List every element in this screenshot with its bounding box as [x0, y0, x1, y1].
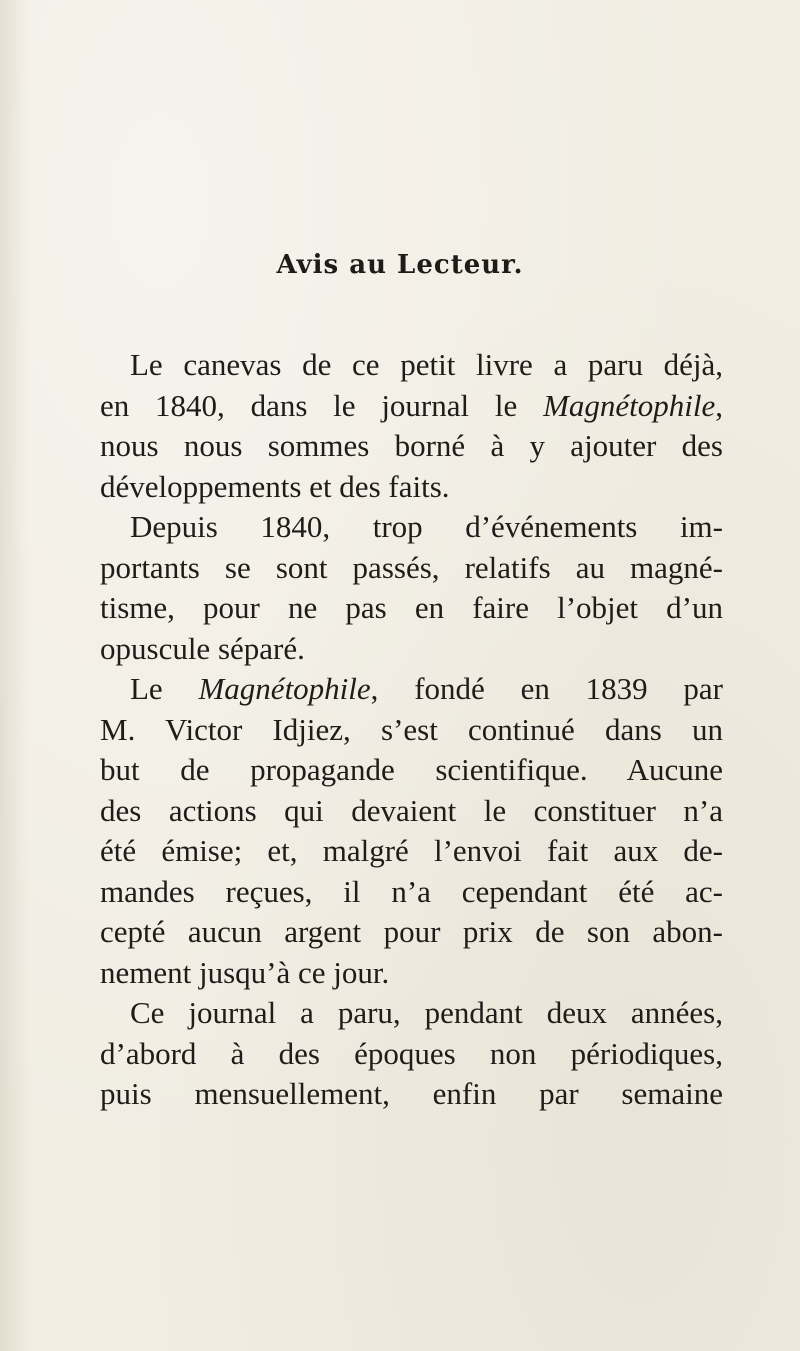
text-line: but de propagande scientifique. Aucune: [100, 752, 723, 787]
text-line: M. Victor Idjiez, s’est continué dans un: [100, 711, 723, 747]
text-line: tisme, pour ne pas en faire l’objet d’un: [100, 590, 723, 625]
text-line: des actions qui devaient le constituer n’a: [100, 792, 723, 828]
text-line: puis mensuellement, enfin par semaine: [100, 1076, 723, 1111]
text-line: été émise; et, malgré l’envoi fait aux de-: [100, 833, 723, 868]
text-line: cepté aucun argent pour prix de son abon-: [100, 914, 723, 949]
body-text: [100, 345, 723, 1115]
text-line: d’abord à des époques non périodiques,: [100, 1035, 723, 1071]
text-line: portants se sont passés, relatifs au magné-: [100, 549, 723, 585]
text-line: Le Magnétophile, fondé en 1839 par: [130, 671, 723, 706]
text-line: nement jusqu’à ce jour.: [100, 954, 390, 990]
text-line: opuscule séparé.: [100, 630, 305, 666]
journal-title: Magnétophile: [543, 387, 716, 423]
text-line: Le canevas de ce petit livre a paru déjà,: [130, 347, 723, 382]
text-line: mandes reçues, il n’a cependant été ac-: [100, 873, 723, 909]
text-line: Depuis 1840, trop d’événements im-: [130, 509, 723, 544]
page-binding-shadow: [0, 0, 28, 1351]
text-line: en 1840, dans le journal le Magnétophile,: [100, 387, 723, 423]
text-line: nous nous sommes borné à y ajouter des: [100, 428, 723, 463]
page-heading: Avis au Lecteur.: [276, 250, 524, 280]
text-line: développements et des faits.: [100, 468, 450, 504]
text-line: Ce journal a paru, pendant deux années,: [130, 995, 723, 1030]
journal-title: Magnétophile: [198, 671, 371, 706]
